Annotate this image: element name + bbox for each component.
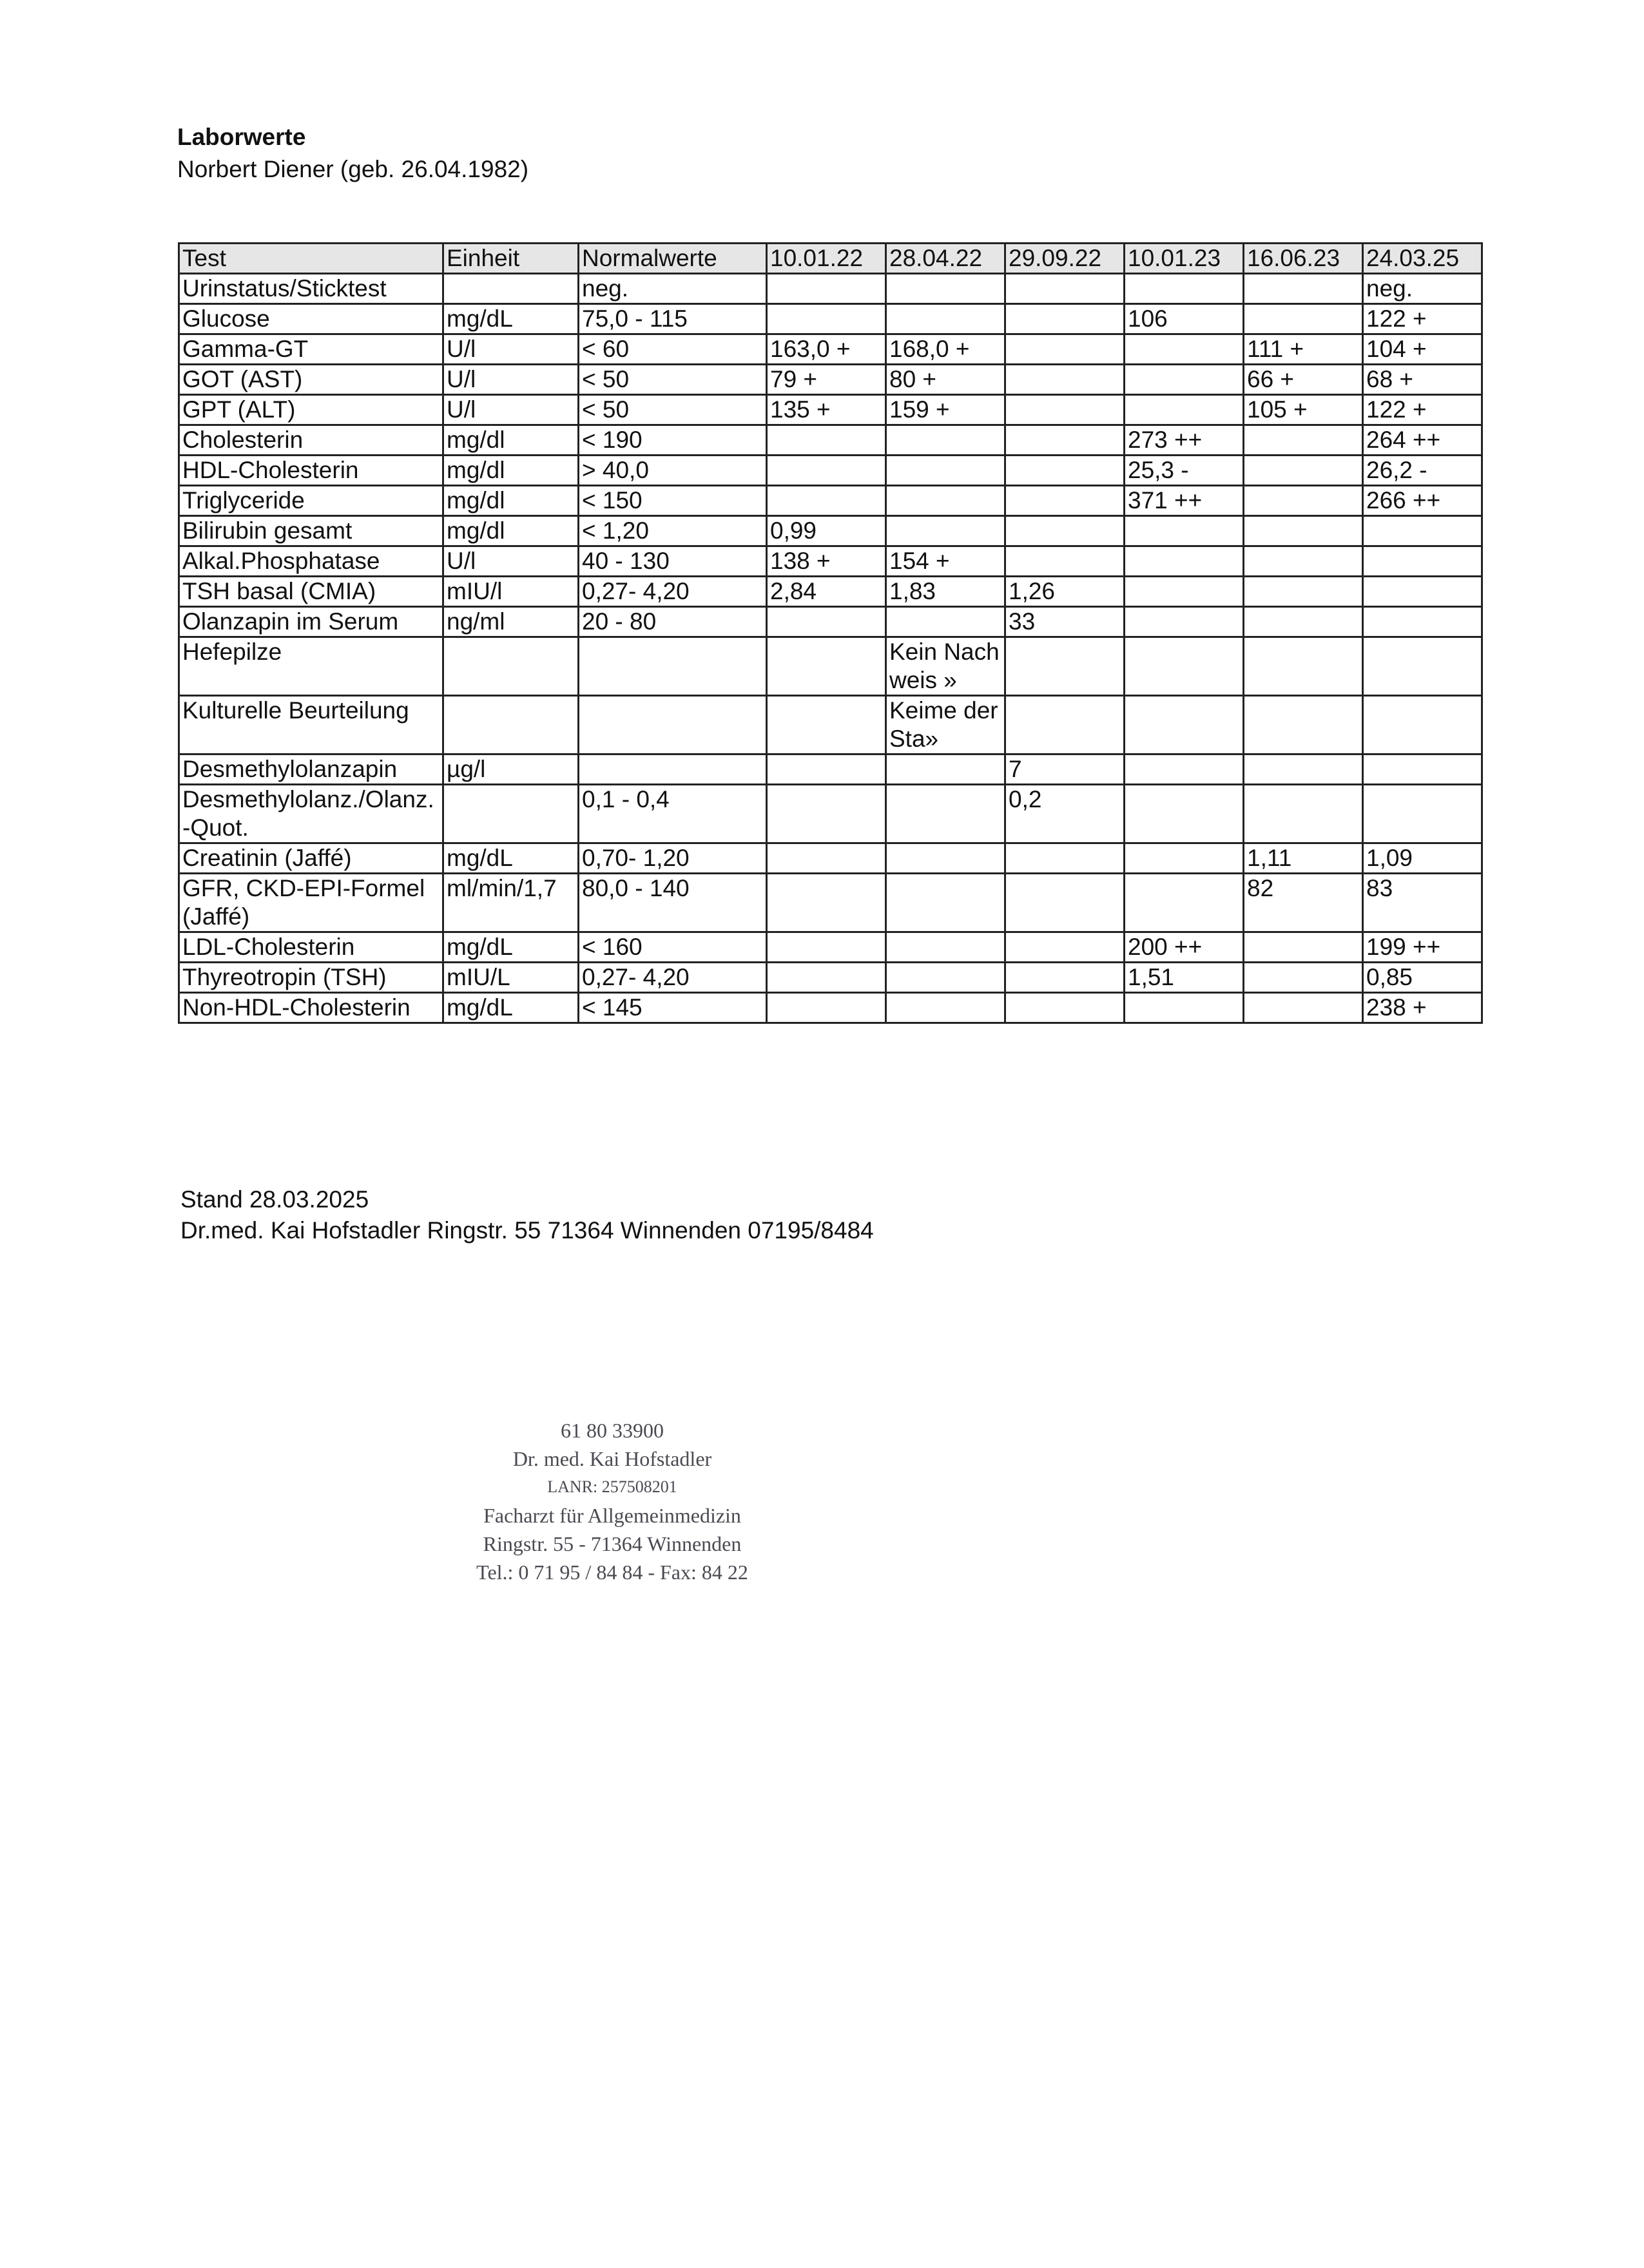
table-cell — [1005, 365, 1125, 395]
table-cell — [1125, 785, 1244, 843]
table-header-row — [179, 244, 1482, 274]
table-cell — [767, 274, 886, 304]
table-cell: ml/min/1,7 — [443, 874, 579, 932]
table-cell: 238 + — [1363, 993, 1482, 1023]
table-cell: 106 — [1125, 304, 1244, 334]
table-cell: 105 + — [1244, 395, 1363, 425]
table-cell — [1125, 334, 1244, 365]
table-cell: U/l — [443, 546, 579, 577]
table-cell: > 40,0 — [579, 456, 767, 486]
table-cell — [767, 785, 886, 843]
table-cell — [1125, 365, 1244, 395]
table-row — [179, 365, 1482, 395]
table-cell: 2,84 — [767, 577, 886, 607]
table-cell — [1005, 963, 1125, 993]
table-row — [179, 785, 1482, 843]
table-cell — [886, 754, 1005, 785]
table-row — [179, 932, 1482, 963]
table-cell — [767, 993, 886, 1023]
table-cell: mg/dL — [443, 843, 579, 874]
table-cell — [1125, 607, 1244, 637]
stand-date: Stand 28.03.2025 — [180, 1186, 369, 1213]
test-name-cell: Non-HDL-Cholesterin — [179, 993, 443, 1023]
stamp-id: 61 80 33900 — [561, 1419, 664, 1442]
table-cell: 68 + — [1363, 365, 1482, 395]
table-cell — [1244, 577, 1363, 607]
table-row — [179, 516, 1482, 546]
table-cell — [1244, 993, 1363, 1023]
table-cell — [767, 874, 886, 932]
table-cell — [886, 963, 1005, 993]
table-cell: 25,3 - — [1125, 456, 1244, 486]
table-cell: Kein Nachweis » — [886, 637, 1005, 696]
test-name-cell: TSH basal (CMIA) — [179, 577, 443, 607]
table-cell — [1125, 843, 1244, 874]
table-cell — [767, 486, 886, 516]
table-cell: 168,0 + — [886, 334, 1005, 365]
lab-results-table — [178, 242, 1483, 1024]
table-cell — [1005, 993, 1125, 1023]
table-cell — [1005, 274, 1125, 304]
table-cell — [1244, 546, 1363, 577]
table-cell — [1244, 607, 1363, 637]
table-cell — [1244, 963, 1363, 993]
table-cell: 159 + — [886, 395, 1005, 425]
table-cell — [1244, 274, 1363, 304]
test-name-cell: Desmethylolanzapin — [179, 754, 443, 785]
table-cell: 26,2 - — [1363, 456, 1482, 486]
table-cell: 20 - 80 — [579, 607, 767, 637]
table-cell: < 1,20 — [579, 516, 767, 546]
test-name-cell: Creatinin (Jaffé) — [179, 843, 443, 874]
table-cell — [579, 637, 767, 696]
table-cell: mg/dL — [443, 932, 579, 963]
stamp-address: Ringstr. 55 - 71364 Winnenden — [483, 1532, 742, 1555]
table-cell: 0,27- 4,20 — [579, 963, 767, 993]
table-row — [179, 486, 1482, 516]
table-cell — [443, 785, 579, 843]
table-cell — [1125, 546, 1244, 577]
table-cell — [767, 963, 886, 993]
table-cell — [1363, 607, 1482, 637]
table-row — [179, 334, 1482, 365]
test-name-cell: Alkal.Phosphatase — [179, 546, 443, 577]
table-cell — [1363, 637, 1482, 696]
table-cell — [1005, 932, 1125, 963]
table-row — [179, 274, 1482, 304]
table-cell: 82 — [1244, 874, 1363, 932]
table-cell: 66 + — [1244, 365, 1363, 395]
table-cell — [1363, 516, 1482, 546]
table-row — [179, 993, 1482, 1023]
table-cell — [1125, 754, 1244, 785]
test-name-cell: Triglyceride — [179, 486, 443, 516]
table-cell — [767, 637, 886, 696]
table-cell — [1005, 456, 1125, 486]
table-row — [179, 577, 1482, 607]
column-header: 10.01.23 — [1125, 244, 1244, 274]
table-cell — [767, 425, 886, 456]
table-cell: mIU/L — [443, 963, 579, 993]
table-cell — [886, 456, 1005, 486]
table-cell: ng/ml — [443, 607, 579, 637]
table-cell: 79 + — [767, 365, 886, 395]
table-cell — [1363, 577, 1482, 607]
table-cell: 200 ++ — [1125, 932, 1244, 963]
table-cell — [1005, 637, 1125, 696]
table-cell: 0,85 — [1363, 963, 1482, 993]
table-row — [179, 304, 1482, 334]
table-cell — [886, 874, 1005, 932]
table-cell: 33 — [1005, 607, 1125, 637]
table-cell: 80 + — [886, 365, 1005, 395]
test-name-cell: Desmethylolanz./Olanz.-Quot. — [179, 785, 443, 843]
table-cell — [886, 486, 1005, 516]
test-name-cell: Bilirubin gesamt — [179, 516, 443, 546]
stamp-name: Dr. med. Kai Hofstadler — [512, 1447, 712, 1470]
table-cell: 199 ++ — [1363, 932, 1482, 963]
table-cell: mg/dl — [443, 486, 579, 516]
table-row — [179, 637, 1482, 696]
stamp-lanr: LANR: 257508201 — [547, 1477, 677, 1496]
table-cell — [886, 993, 1005, 1023]
table-cell — [767, 843, 886, 874]
table-cell: neg. — [1363, 274, 1482, 304]
table-cell — [443, 274, 579, 304]
table-cell: 264 ++ — [1363, 425, 1482, 456]
table-cell — [1363, 754, 1482, 785]
table-cell — [886, 607, 1005, 637]
table-cell — [443, 637, 579, 696]
table-cell — [886, 274, 1005, 304]
doctor-contact: Dr.med. Kai Hofstadler Ringstr. 55 71364 Winnenden 07195/8484 — [180, 1217, 874, 1244]
table-cell: U/l — [443, 365, 579, 395]
test-name-cell: LDL-Cholesterin — [179, 932, 443, 963]
table-cell — [1005, 874, 1125, 932]
table-cell — [1125, 577, 1244, 607]
table-cell — [886, 785, 1005, 843]
test-name-cell: Gamma-GT — [179, 334, 443, 365]
table-cell: µg/l — [443, 754, 579, 785]
table-row — [179, 754, 1482, 785]
table-row — [179, 395, 1482, 425]
table-cell — [1125, 696, 1244, 754]
table-cell: 273 ++ — [1125, 425, 1244, 456]
stamp-specialty: Facharzt für Allgemeinmedizin — [483, 1504, 741, 1527]
table-cell: mIU/l — [443, 577, 579, 607]
table-cell: mg/dL — [443, 304, 579, 334]
table-row — [179, 696, 1482, 754]
patient-info: Norbert Diener (geb. 26.04.1982) — [177, 156, 529, 182]
test-name-cell: Kulturelle Beurteilung — [179, 696, 443, 754]
table-cell: 154 + — [886, 546, 1005, 577]
table-cell: < 150 — [579, 486, 767, 516]
test-name-cell: HDL-Cholesterin — [179, 456, 443, 486]
table-row — [179, 607, 1482, 637]
table-row — [179, 456, 1482, 486]
stamp-phone: Tel.: 0 71 95 / 84 84 - Fax: 84 22 — [476, 1561, 748, 1584]
table-cell — [767, 456, 886, 486]
table-cell: 111 + — [1244, 334, 1363, 365]
table-cell: 0,2 — [1005, 785, 1125, 843]
table-cell — [767, 754, 886, 785]
table-cell: < 190 — [579, 425, 767, 456]
test-name-cell: Cholesterin — [179, 425, 443, 456]
table-cell: 75,0 - 115 — [579, 304, 767, 334]
table-cell — [1244, 486, 1363, 516]
table-cell — [579, 696, 767, 754]
table-cell — [767, 607, 886, 637]
table-cell — [1005, 334, 1125, 365]
table-cell: 266 ++ — [1363, 486, 1482, 516]
table-cell: 163,0 + — [767, 334, 886, 365]
table-cell — [1244, 754, 1363, 785]
table-cell: 0,70- 1,20 — [579, 843, 767, 874]
table-cell — [1244, 696, 1363, 754]
column-header: 10.01.22 — [767, 244, 886, 274]
table-cell — [1005, 546, 1125, 577]
table-cell — [1363, 696, 1482, 754]
table-cell: 40 - 130 — [579, 546, 767, 577]
table-cell: neg. — [579, 274, 767, 304]
table-cell — [1244, 932, 1363, 963]
table-cell: 1,83 — [886, 577, 1005, 607]
table-cell — [1005, 304, 1125, 334]
test-name-cell: Glucose — [179, 304, 443, 334]
table-cell: Keime der Sta» — [886, 696, 1005, 754]
table-cell — [1005, 486, 1125, 516]
table-cell — [767, 304, 886, 334]
table-cell — [886, 932, 1005, 963]
table-cell: 371 ++ — [1125, 486, 1244, 516]
table-row — [179, 843, 1482, 874]
table-cell — [1005, 843, 1125, 874]
table-cell: 0,1 - 0,4 — [579, 785, 767, 843]
table-cell: < 145 — [579, 993, 767, 1023]
table-cell: < 160 — [579, 932, 767, 963]
table-cell: mg/dL — [443, 993, 579, 1023]
table-cell — [1363, 546, 1482, 577]
table-cell — [1244, 637, 1363, 696]
table-cell — [1005, 696, 1125, 754]
table-cell — [886, 516, 1005, 546]
table-cell: 104 + — [1363, 334, 1482, 365]
table-cell — [767, 932, 886, 963]
table-cell — [1125, 874, 1244, 932]
table-cell — [1244, 785, 1363, 843]
column-header: 16.06.23 — [1244, 244, 1363, 274]
test-name-cell: GOT (AST) — [179, 365, 443, 395]
table-cell — [886, 304, 1005, 334]
table-cell: < 50 — [579, 365, 767, 395]
column-header: Test — [179, 244, 443, 274]
table-row — [179, 874, 1482, 932]
table-cell: < 50 — [579, 395, 767, 425]
table-row — [179, 425, 1482, 456]
test-name-cell: Urinstatus/Sticktest — [179, 274, 443, 304]
table-row — [179, 546, 1482, 577]
table-cell: 122 + — [1363, 304, 1482, 334]
table-row — [179, 963, 1482, 993]
table-cell: 83 — [1363, 874, 1482, 932]
table-cell — [886, 843, 1005, 874]
table-cell: 138 + — [767, 546, 886, 577]
table-cell — [1125, 274, 1244, 304]
table-cell: 0,27- 4,20 — [579, 577, 767, 607]
column-header: 28.04.22 — [886, 244, 1005, 274]
table-cell: mg/dl — [443, 425, 579, 456]
table-cell: 1,51 — [1125, 963, 1244, 993]
table-cell — [1244, 425, 1363, 456]
column-header: 29.09.22 — [1005, 244, 1125, 274]
table-cell — [579, 754, 767, 785]
doctor-stamp — [387, 1416, 838, 1586]
table-cell: mg/dl — [443, 456, 579, 486]
table-cell — [1125, 516, 1244, 546]
test-name-cell: GFR, CKD-EPI-Formel (Jaffé) — [179, 874, 443, 932]
document-heading — [177, 121, 528, 186]
test-name-cell: Thyreotropin (TSH) — [179, 963, 443, 993]
table-cell: 0,99 — [767, 516, 886, 546]
table-cell — [1363, 785, 1482, 843]
table-cell — [1125, 637, 1244, 696]
table-cell — [443, 696, 579, 754]
table-cell: U/l — [443, 334, 579, 365]
table-cell — [767, 696, 886, 754]
table-cell: 122 + — [1363, 395, 1482, 425]
test-name-cell: Hefepilze — [179, 637, 443, 696]
column-header: 24.03.25 — [1363, 244, 1482, 274]
column-header: Einheit — [443, 244, 579, 274]
table-cell: U/l — [443, 395, 579, 425]
page-title: Laborwerte — [177, 124, 306, 150]
table-cell: 7 — [1005, 754, 1125, 785]
table-cell: 1,26 — [1005, 577, 1125, 607]
table-cell — [1244, 456, 1363, 486]
footer — [180, 1184, 874, 1246]
table-cell: 80,0 - 140 — [579, 874, 767, 932]
table-cell: < 60 — [579, 334, 767, 365]
table-cell — [1005, 425, 1125, 456]
table-cell — [886, 425, 1005, 456]
table-cell — [1005, 395, 1125, 425]
test-name-cell: GPT (ALT) — [179, 395, 443, 425]
table-cell — [1125, 993, 1244, 1023]
column-header: Normalwerte — [579, 244, 767, 274]
table-cell: mg/dl — [443, 516, 579, 546]
table-cell — [1125, 395, 1244, 425]
table-cell: 135 + — [767, 395, 886, 425]
table-cell — [1244, 304, 1363, 334]
table-cell — [1005, 516, 1125, 546]
table-cell: 1,09 — [1363, 843, 1482, 874]
table-cell: 1,11 — [1244, 843, 1363, 874]
test-name-cell: Olanzapin im Serum — [179, 607, 443, 637]
table-cell — [1244, 516, 1363, 546]
